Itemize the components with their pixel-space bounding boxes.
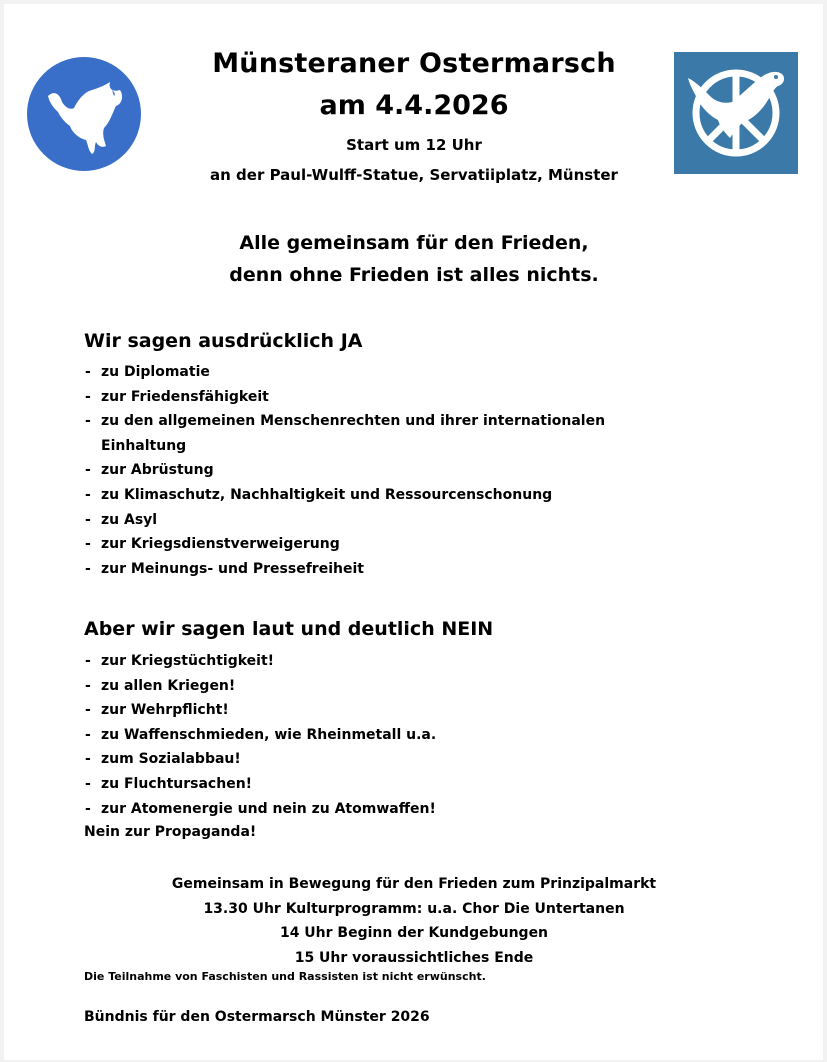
slogan-line-1: Alle gemeinsam für den Frieden, bbox=[239, 232, 589, 254]
event-location: an der Paul-Wulff-Statue, Servatiiplatz, Münster bbox=[210, 166, 618, 184]
list-item: - zu Waffenschmieden, wie Rheinmetall u.a. bbox=[84, 723, 691, 748]
list-item: - zu Fluchtursachen! bbox=[84, 772, 691, 797]
list-item: - zur Wehrpflicht! bbox=[84, 698, 691, 723]
list-item: - zur Kriegsdienstverweigerung bbox=[84, 532, 691, 557]
list-item: - zur Kriegstüchtigkeit! bbox=[84, 649, 691, 674]
list-item: - zu allen Kriegen! bbox=[84, 674, 691, 699]
schedule-line: Gemeinsam in Bewegung für den Frieden zum Prinzipalmarkt bbox=[171, 876, 657, 892]
list-item: - zu den allgemeinen Menschenrechten und ihrer internationalen Einhaltung bbox=[84, 409, 691, 458]
slogan-line-2: denn ohne Frieden ist alles nichts. bbox=[229, 264, 599, 286]
event-date: am 4.4.2026 bbox=[319, 90, 509, 121]
yes-heading: Wir sagen ausdrücklich JA bbox=[84, 330, 363, 352]
page-title: Münsteraner Ostermarsch bbox=[212, 48, 616, 79]
no-list bbox=[84, 649, 691, 821]
schedule-line: 15 Uhr voraussichtliches Ende bbox=[294, 949, 534, 966]
list-item: - zu Klimaschutz, Nachhaltigkeit und Ressourcenschonung bbox=[84, 483, 691, 508]
list-item: - zur Meinungs- und Pressefreiheit bbox=[84, 557, 691, 582]
list-item: - zum Sozialabbau! bbox=[84, 747, 691, 772]
dove-peace-sign-icon bbox=[674, 52, 798, 174]
schedule-line: 13.30 Uhr Kulturprogramm: u.a. Chor Die Untertanen bbox=[203, 900, 625, 917]
start-time: Start um 12 Uhr bbox=[346, 136, 482, 154]
list-item: - zur Atomenergie und nein zu Atomwaffen! bbox=[84, 797, 691, 822]
peace-dove-icon bbox=[26, 56, 142, 172]
yes-list bbox=[84, 360, 691, 581]
notice: Die Teilnahme von Faschisten und Rassisten ist nicht erwünscht. bbox=[84, 970, 486, 983]
list-item: - zur Abrüstung bbox=[84, 458, 691, 483]
schedule bbox=[104, 872, 724, 970]
no-propaganda: Nein zur Propaganda! bbox=[84, 824, 257, 840]
list-item: - zu Asyl bbox=[84, 508, 691, 533]
no-heading: Aber wir sagen laut und deutlich NEIN bbox=[84, 618, 494, 640]
schedule-line: 14 Uhr Beginn der Kundgebungen bbox=[279, 925, 549, 941]
list-item: - zur Friedensfähigkeit bbox=[84, 385, 691, 410]
flyer-page bbox=[4, 4, 823, 1060]
footer-organizer: Bündnis für den Ostermarsch Münster 2026 bbox=[84, 1009, 430, 1025]
list-item: - zu Diplomatie bbox=[84, 360, 691, 385]
